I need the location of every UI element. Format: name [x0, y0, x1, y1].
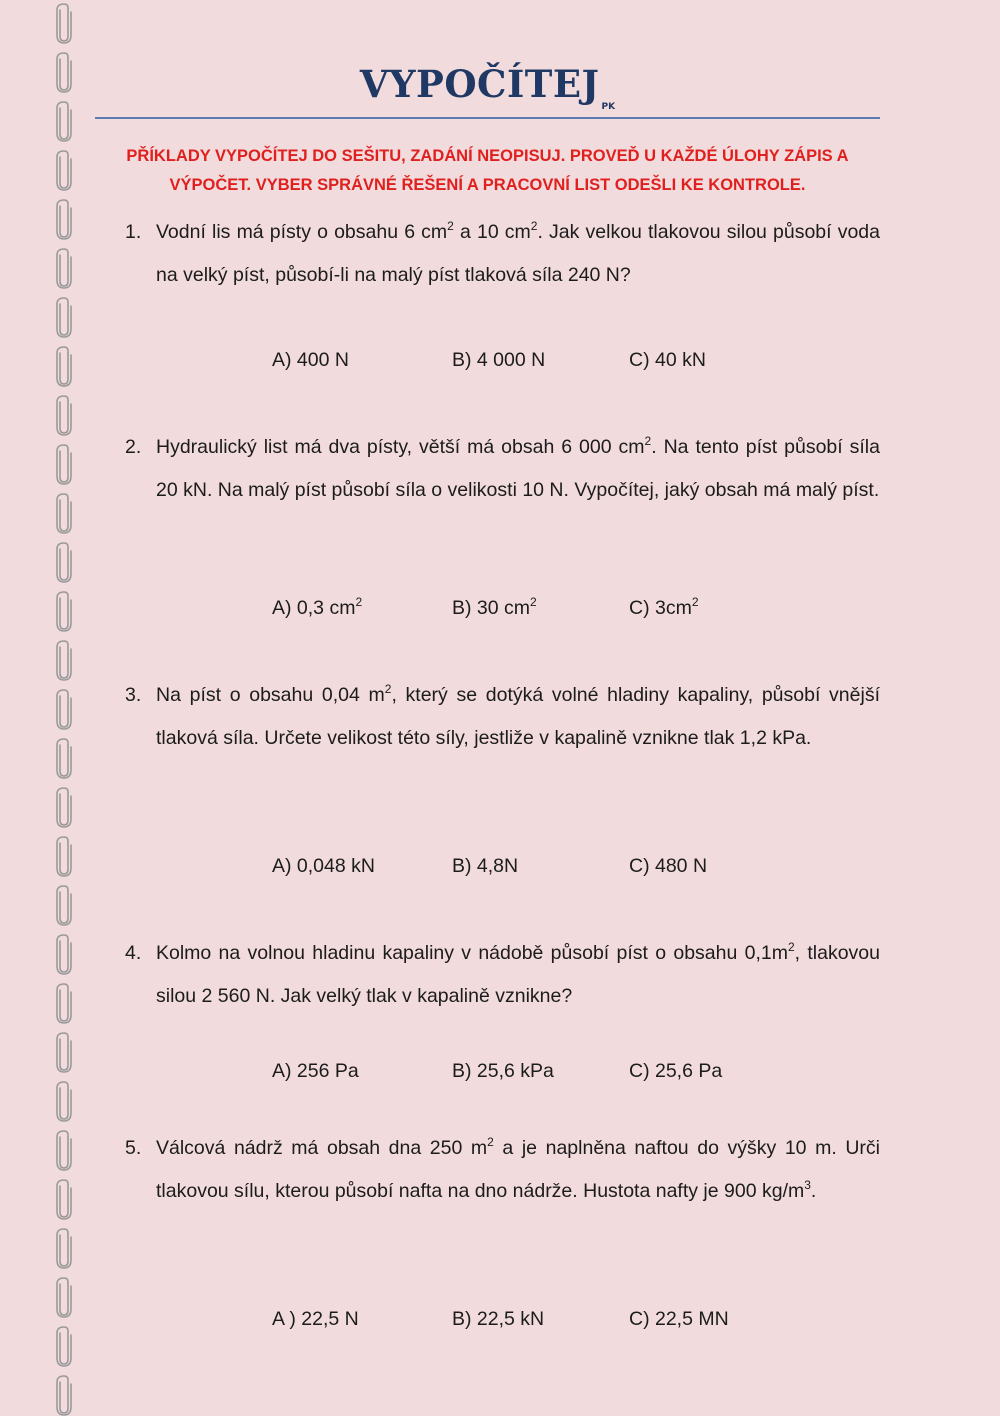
answer-option-a[interactable]: [272, 597, 362, 620]
paperclip-icon: [52, 786, 76, 828]
title-text: VYPOČÍTEJ: [359, 62, 600, 106]
paperclip-icon: [52, 247, 76, 289]
paperclip-icon: [52, 884, 76, 926]
paperclip-binding: [52, 0, 76, 1413]
answer-option-c[interactable]: C) 480 N: [629, 855, 708, 877]
question-text-part: Hydraulický list má dva písty, větší má obsah 6 000 cm: [156, 436, 645, 458]
question-text-part: . Na tento píst působí síla 20 kN. Na malý píst působí síla o velikosti 10 N. Vypočítej, jaký obsah má malý píst.: [156, 436, 880, 501]
paperclip-icon: [52, 688, 76, 730]
page-title: [95, 62, 880, 112]
question-text: [156, 674, 880, 760]
answer-option-b[interactable]: B) 4,8N: [452, 855, 519, 877]
answers-3: [272, 855, 872, 885]
paperclip-icon: [52, 345, 76, 387]
answer-option-a[interactable]: A ) 22,5 N: [272, 1308, 359, 1330]
paperclip-icon: [52, 149, 76, 191]
answer-option-a[interactable]: A) 0,048 kN: [272, 855, 375, 877]
question-1: [125, 211, 880, 297]
paperclip-icon: [52, 51, 76, 93]
paperclip-icon: [52, 982, 76, 1024]
question-2: [125, 426, 880, 512]
superscript: 2: [487, 1135, 494, 1149]
answers-4: [272, 1060, 872, 1090]
question-text: [156, 426, 880, 512]
answer-text: B) 30 cm: [452, 597, 531, 619]
paperclip-icon: [52, 541, 76, 583]
superscript: 2: [355, 595, 363, 609]
paperclip-icon: [52, 296, 76, 338]
superscript: 2: [530, 595, 537, 609]
question-text-part: . Jak velkou tlakovou silou působí voda na velký píst, působí-li na malý píst tlaková síla 240 N?: [156, 221, 880, 286]
question-4: [125, 932, 880, 1018]
paperclip-icon: [52, 394, 76, 436]
answer-option-b[interactable]: B) 22,5 kN: [452, 1308, 545, 1330]
question-text: [156, 211, 880, 297]
paperclip-icon: [52, 1178, 76, 1220]
question-number: 3.: [125, 684, 142, 706]
question-number: 2.: [125, 436, 142, 458]
answer-option-b[interactable]: B) 4 000 N: [452, 349, 546, 371]
superscript: 2: [530, 219, 538, 233]
paperclip-icon: [52, 1129, 76, 1171]
paperclip-icon: [52, 1080, 76, 1122]
title-tag: PK: [601, 102, 616, 112]
paperclip-icon: [52, 198, 76, 240]
question-text-part: a je naplněna naftou do výšky 10 m. Urči tlakovou sílu, kterou působí nafta na dno nádrže. Hustota nafty je 900 kg/m: [156, 1137, 880, 1202]
superscript: 3: [804, 1178, 811, 1192]
answer-option-b[interactable]: B) 25,6 kPa: [452, 1060, 554, 1082]
title-divider: [95, 117, 880, 119]
paperclip-icon: [52, 835, 76, 877]
paperclip-icon: [52, 639, 76, 681]
answer-option-a[interactable]: A) 256 Pa: [272, 1060, 359, 1082]
paperclip-icon: [52, 1325, 76, 1367]
superscript: 2: [384, 682, 392, 696]
paperclip-icon: [52, 590, 76, 632]
question-text: [156, 932, 880, 1018]
paperclip-icon: [52, 443, 76, 485]
question-text-part: , který se dotýká volné hladiny kapaliny, působí vnější tlaková síla. Určete velikost této síly, jestliže v kapalině vznikne tlak 1,2 kPa.: [156, 684, 880, 749]
instructions-line-2: VÝPOČET. VYBER SPRÁVNÉ ŘEŠENÍ A PRACOVNÍ LIST ODEŠLI KE KONTROLE.: [169, 176, 806, 194]
answers-1: [272, 349, 872, 379]
question-number: 1.: [125, 221, 142, 243]
instructions: [110, 142, 865, 200]
answer-option-b[interactable]: [452, 597, 537, 620]
question-text-part: Vodní lis má písty o obsahu 6 cm: [156, 221, 448, 243]
question-text-part: .: [810, 1180, 817, 1202]
paperclip-icon: [52, 1276, 76, 1318]
paperclip-icon: [52, 1227, 76, 1269]
paperclip-icon: [52, 2, 76, 44]
question-text-part: , tlakovou silou 2 560 N. Jak velký tlak v kapalině vznikne?: [156, 942, 880, 1007]
answer-option-c[interactable]: C) 40 kN: [629, 349, 706, 371]
question-3: [125, 674, 880, 760]
question-text-part: Na píst o obsahu 0,04 m: [156, 684, 385, 706]
superscript: 2: [787, 940, 795, 954]
answers-2: [272, 597, 872, 627]
question-text-part: Válcová nádrž má obsah dna 250 m: [156, 1137, 488, 1159]
paperclip-icon: [52, 1031, 76, 1073]
answers-5: [272, 1308, 872, 1338]
answer-option-c[interactable]: C) 22,5 MN: [629, 1308, 729, 1330]
answer-option-c[interactable]: C) 25,6 Pa: [629, 1060, 723, 1082]
question-text-part: Kolmo na volnou hladinu kapaliny v nádobě působí píst o obsahu 0,1m: [156, 942, 788, 964]
paperclip-icon: [52, 1374, 76, 1416]
question-text-part: a 10 cm: [453, 221, 531, 243]
paperclip-icon: [52, 933, 76, 975]
question-5: [125, 1127, 880, 1213]
question-number: 4.: [125, 942, 142, 964]
answer-option-a[interactable]: A) 400 N: [272, 349, 349, 371]
paperclip-icon: [52, 100, 76, 142]
answer-option-c[interactable]: [629, 597, 699, 620]
question-text: [156, 1127, 880, 1213]
instructions-line-1: PŘÍKLADY VYPOČÍTEJ DO SEŠITU, ZADÁNÍ NEOPISUJ. PROVEĎ U KAŽDÉ ÚLOHY ZÁPIS A: [126, 147, 849, 165]
superscript: 2: [447, 219, 454, 233]
answer-text: C) 3cm: [629, 597, 692, 619]
paperclip-icon: [52, 737, 76, 779]
paperclip-icon: [52, 492, 76, 534]
superscript: 2: [691, 595, 699, 609]
answer-text: A) 0,3 cm: [272, 597, 356, 619]
superscript: 2: [644, 434, 652, 448]
question-number: 5.: [125, 1137, 142, 1159]
